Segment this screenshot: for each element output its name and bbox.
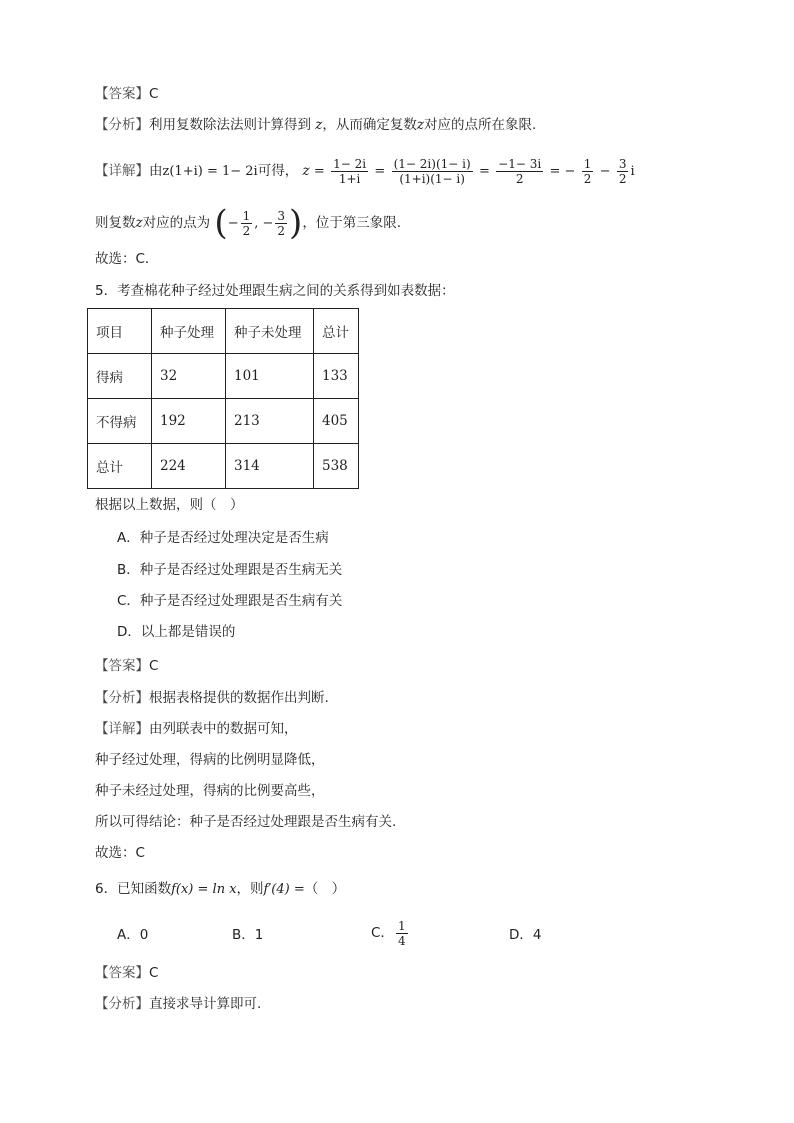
point-mid: 对应的点为: [142, 215, 211, 231]
answer-tag: 【答案】: [95, 86, 149, 102]
var-z: z: [315, 117, 323, 133]
analysis-tag: 【分析】: [95, 996, 149, 1012]
answer-value: C: [149, 658, 159, 674]
table-cell: 314: [226, 444, 314, 489]
fraction: $\frac{1}{2}$: [583, 156, 592, 186]
analysis-text: 根据表格提供的数据作出判断.: [149, 690, 329, 706]
analysis-text: 直接求导计算即可.: [149, 996, 262, 1012]
table-row: [88, 444, 359, 489]
derivative-expr: f′(4) =: [263, 882, 305, 897]
table-cell: 总计: [88, 444, 152, 489]
fraction: $\frac{1}{2}$: [242, 208, 251, 238]
q6-stem: [95, 879, 345, 900]
option-c-label: C．: [371, 925, 394, 941]
option-b: B．1: [232, 927, 264, 943]
table-row: [88, 399, 359, 444]
analysis-text-c: 对应的点所在象限.: [424, 117, 537, 133]
option-c: C．种子是否经过处理跟是否生病有关: [117, 593, 343, 609]
analysis-text-b: ，从而确定复数: [322, 117, 417, 133]
function-def: f(x) = ln x: [171, 882, 237, 897]
table-cell: 不得病: [88, 399, 152, 444]
q4-choose-line: 故选：C.: [95, 251, 150, 267]
analysis-text-a: 利用复数除法法则计算得到: [149, 117, 311, 133]
detail-text: 由列联表中的数据可知，: [149, 721, 298, 737]
analysis-tag: 【分析】: [95, 690, 149, 706]
fraction: $\frac{-1- 3i}{2}$: [498, 156, 542, 186]
option-c: [371, 915, 410, 951]
q6-analysis-line: [95, 994, 261, 1014]
table-cell: 133: [314, 354, 359, 399]
q6-stem-pre: 6．已知函数: [95, 881, 172, 897]
option-a: A．0: [117, 927, 149, 943]
answer-tag: 【答案】: [95, 658, 149, 674]
table-cell: 213: [226, 399, 314, 444]
answer-tag: 【答案】: [95, 965, 149, 981]
option-b: B．种子是否经过处理跟是否生病无关: [117, 562, 343, 578]
q5-analysis-line: [95, 688, 329, 708]
q6-stem-mid: ，则: [236, 881, 264, 897]
answer-value: C: [149, 86, 159, 102]
fraction: $\frac{3}{2}$: [618, 156, 627, 186]
q5-stem: 5．考查棉花种子经过处理跟生病之间的关系得到如表数据：: [95, 283, 455, 299]
table-cell: 32: [152, 354, 226, 399]
var-z: z: [302, 163, 310, 179]
q5-question: 根据以上数据，则（ ）: [95, 497, 244, 513]
detail-mid: 可得，: [257, 163, 299, 179]
table-header-cell: 项目: [88, 309, 152, 354]
table-row: [88, 354, 359, 399]
option-d: D．以上都是错误的: [117, 624, 236, 640]
fraction: $\frac{3}{2}$: [277, 208, 286, 238]
option-a: A．种子是否经过处理决定是否生病: [117, 530, 329, 546]
imag-unit: i: [630, 164, 635, 179]
detail-tag: 【详解】: [95, 721, 149, 737]
fraction: $\frac{1- 2i}{1+i}$: [333, 156, 367, 186]
table-cell: 224: [152, 444, 226, 489]
q6-answer-line: [95, 963, 158, 983]
table-cell: 101: [226, 354, 314, 399]
detail-pre: 由: [149, 163, 163, 179]
option-d: D．4: [509, 927, 542, 943]
equals-sign: =: [313, 164, 325, 179]
q5-choose-line: 故选：C: [95, 845, 145, 861]
var-z: z: [416, 117, 425, 133]
q5-detail-line-2: 种子经过处理，得病的比例明显降低，: [95, 752, 325, 768]
q4-answer-line: [95, 84, 158, 104]
fraction: $\frac{1}{4}$: [397, 918, 406, 948]
point-post: ，位于第三象限.: [302, 215, 402, 231]
table-header-cell: 种子处理: [152, 309, 226, 354]
q5-detail-line-3: 种子未经过处理，得病的比例要高些，: [95, 783, 325, 799]
fraction: $\frac{(1- 2i)(1- i)}{(1+i)(1- i)}$: [393, 156, 471, 186]
table-header-cell: 总计: [314, 309, 359, 354]
var-z: z: [135, 215, 143, 231]
q5-answer-line: [95, 656, 158, 676]
analysis-tag: 【分析】: [95, 117, 149, 133]
q5-detail-line-4: 所以可得结论：种子是否经过处理跟是否生病有关.: [95, 814, 397, 830]
table-cell: 405: [314, 399, 359, 444]
point-pre: 则复数: [95, 215, 136, 231]
answer-value: C: [149, 965, 159, 981]
q6-stem-post: （ ）: [304, 881, 346, 897]
q4-analysis-line: [95, 115, 536, 135]
q4-detail-line: 【详解】由z(1+i) = 1− 2i可得， z = $\frac{1- 2i}{1+i}$ = $\frac{(1- 2i)(1- i)}{(1+i)(1- i)}$ = $\frac{-1- 3i}{2}$ = − $\frac{1}{2}$ − $\frac{3}{2}$ i: [95, 156, 635, 186]
table-cell: 得病: [88, 354, 152, 399]
table-header-cell: 种子未处理: [226, 309, 314, 354]
data-table: [87, 308, 359, 489]
table-header-row: [88, 309, 359, 354]
equation-given: z(1+i) = 1− 2i: [162, 164, 258, 179]
q4-point-line: 则复数z对应的点为 (− $\frac{1}{2}$ , − $\frac{3}{2}$ )，位于第三象限.: [95, 203, 402, 243]
q5-detail-line: [95, 719, 298, 739]
table-cell: 192: [152, 399, 226, 444]
table-cell: 538: [314, 444, 359, 489]
detail-tag: 【详解】: [95, 163, 149, 179]
